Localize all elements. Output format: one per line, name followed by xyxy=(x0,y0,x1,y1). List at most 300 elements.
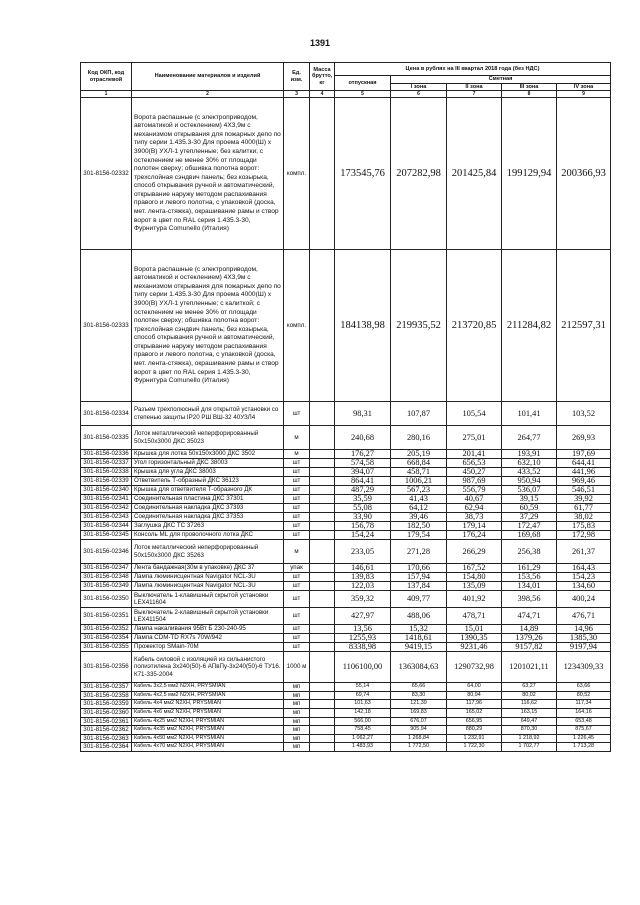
item-zone-1-price: 458,71 xyxy=(391,468,447,477)
item-zone-1-price: 1 268,84 xyxy=(391,734,447,743)
item-zone-4-price: 1385,30 xyxy=(557,634,611,643)
item-release-price: 173545,76 xyxy=(335,98,391,250)
item-mass xyxy=(310,402,335,426)
item-mass xyxy=(310,98,335,250)
item-release-price: 1 062,27 xyxy=(335,734,391,743)
item-unit: шт xyxy=(284,582,310,591)
item-zone-3-price: 649,47 xyxy=(502,717,557,726)
item-zone-1-price: 83,30 xyxy=(391,691,447,700)
table-row xyxy=(81,522,611,531)
item-name: Лампа люминисцентная Navigator NCL-3U xyxy=(132,582,284,591)
item-zone-3-price: 14,89 xyxy=(502,625,557,634)
item-release-price: 1106100,00 xyxy=(335,652,391,683)
item-mass xyxy=(310,513,335,522)
column-number: 8 xyxy=(502,91,557,98)
item-release-price: 574,58 xyxy=(335,459,391,468)
item-zone-3-price: 950,94 xyxy=(502,477,557,486)
column-number: 1 xyxy=(81,91,132,98)
item-name: Кабель 3х2,5 мм2 N2XH, PRYSMIAN xyxy=(132,683,284,692)
item-unit: мп xyxy=(284,717,310,726)
table-row xyxy=(81,402,611,426)
header-estimate: Сметная xyxy=(391,76,611,84)
item-zone-4-price: 9197,94 xyxy=(557,643,611,652)
item-zone-3-price: 60,59 xyxy=(502,504,557,513)
item-mass xyxy=(310,495,335,504)
item-zone-4-price: 154,23 xyxy=(557,573,611,582)
item-release-price: 55,08 xyxy=(335,504,391,513)
column-number: 2 xyxy=(132,91,284,98)
item-zone-2-price: 1 232,91 xyxy=(447,734,502,743)
item-zone-2-price: 179,14 xyxy=(447,522,502,531)
table-row xyxy=(81,573,611,582)
item-zone-4-price: 38,02 xyxy=(557,513,611,522)
table-row xyxy=(81,726,611,735)
item-name: Разъем трехполюсный для открытой установки со степенью защиты IP20 РШ ВШ-32 40УЗЛ4 xyxy=(132,402,284,426)
item-unit: м xyxy=(284,450,310,459)
item-mass xyxy=(310,683,335,692)
table-row xyxy=(81,634,611,643)
item-code: 301-8156-02342 xyxy=(81,504,132,513)
item-mass xyxy=(310,608,335,625)
item-unit: упак xyxy=(284,564,310,573)
item-zone-1-price: 64,12 xyxy=(391,504,447,513)
item-zone-3-price: 199129,94 xyxy=(502,98,557,250)
item-zone-2-price: 275,01 xyxy=(447,426,502,450)
table-row xyxy=(81,591,611,608)
item-release-price: 240,68 xyxy=(335,426,391,450)
item-mass xyxy=(310,486,335,495)
item-zone-1-price: 1418,61 xyxy=(391,634,447,643)
item-zone-1-price: 169,83 xyxy=(391,708,447,717)
item-code: 301-8156-02345 xyxy=(81,531,132,540)
item-mass xyxy=(310,573,335,582)
item-zone-1-price: 676,07 xyxy=(391,717,447,726)
item-zone-2-price: 9231,46 xyxy=(447,643,502,652)
header-zone-3: III зона xyxy=(502,83,557,91)
item-zone-1-price: 1 772,50 xyxy=(391,743,447,752)
item-name: Консоль ML для проволочного лотка ДКС xyxy=(132,531,284,540)
item-code: 301-8156-02340 xyxy=(81,486,132,495)
item-zone-2-price: 64,00 xyxy=(447,683,502,692)
item-release-price: 359,32 xyxy=(335,591,391,608)
item-zone-2-price: 201425,84 xyxy=(447,98,502,250)
item-zone-3-price: 632,10 xyxy=(502,459,557,468)
header-mass: Масса брутто, кг xyxy=(310,63,335,91)
item-zone-4-price: 1 713,28 xyxy=(557,743,611,752)
item-mass xyxy=(310,743,335,752)
item-release-price: 122,03 xyxy=(335,582,391,591)
item-zone-1-price: 15,32 xyxy=(391,625,447,634)
item-code: 301-8156-02360 xyxy=(81,708,132,717)
item-name: Кабель 4х25 мм2 N2XH, PRYSMIAN xyxy=(132,717,284,726)
item-name: Кабель силовой с изоляцией из сильанистого полиэтилена 3х240(50)-6 АПвПу-3х240(50)-6 ТУ16. К71-335-2004 xyxy=(132,652,284,683)
table-row xyxy=(81,643,611,652)
item-code: 301-8156-02352 xyxy=(81,625,132,634)
item-name: Кабель 4х50 мм2 N2XH, PRYSMIAN xyxy=(132,734,284,743)
item-unit: м xyxy=(284,540,310,564)
item-zone-4-price: 80,52 xyxy=(557,691,611,700)
item-zone-4-price: 103,52 xyxy=(557,402,611,426)
item-release-price: 1 483,93 xyxy=(335,743,391,752)
item-zone-2-price: 154,80 xyxy=(447,573,502,582)
item-release-price: 13,56 xyxy=(335,625,391,634)
column-number: 7 xyxy=(447,91,502,98)
item-zone-4-price: 476,71 xyxy=(557,608,611,625)
item-zone-2-price: 62,94 xyxy=(447,504,502,513)
item-mass xyxy=(310,426,335,450)
item-zone-1-price: 668,84 xyxy=(391,459,447,468)
item-unit: шт xyxy=(284,468,310,477)
item-unit: шт xyxy=(284,402,310,426)
item-unit: шт xyxy=(284,486,310,495)
item-name: Крышка для лотка 50х150х3000 ДКС 3502 xyxy=(132,450,284,459)
item-zone-4-price: 441,96 xyxy=(557,468,611,477)
item-mass xyxy=(310,582,335,591)
item-zone-3-price: 1379,26 xyxy=(502,634,557,643)
item-mass xyxy=(310,643,335,652)
table-row xyxy=(81,504,611,513)
item-name: Лампа CDM-TD RX7s 70W/942 xyxy=(132,634,284,643)
item-unit: шт xyxy=(284,591,310,608)
item-name: Угол горизонтальный ДКС 38003 xyxy=(132,459,284,468)
item-release-price: 98,31 xyxy=(335,402,391,426)
item-zone-4-price: 644,41 xyxy=(557,459,611,468)
header-zone-4: IV зона xyxy=(557,83,611,91)
item-zone-1-price: 271,28 xyxy=(391,540,447,564)
item-zone-4-price: 14,96 xyxy=(557,625,611,634)
item-code: 301-8156-02346 xyxy=(81,540,132,564)
item-code: 301-8156-02364 xyxy=(81,743,132,752)
item-zone-3-price: 161,29 xyxy=(502,564,557,573)
item-zone-3-price: 169,68 xyxy=(502,531,557,540)
item-zone-4-price: 134,60 xyxy=(557,582,611,591)
item-zone-2-price: 167,52 xyxy=(447,564,502,573)
item-zone-3-price: 433,52 xyxy=(502,468,557,477)
item-zone-3-price: 1201021,11 xyxy=(502,652,557,683)
item-zone-2-price: 987,69 xyxy=(447,477,502,486)
item-code: 301-8156-02348 xyxy=(81,573,132,582)
item-zone-2-price: 117,96 xyxy=(447,700,502,709)
item-unit: мп xyxy=(284,683,310,692)
item-zone-4-price: 172,98 xyxy=(557,531,611,540)
item-code: 301-8156-02356 xyxy=(81,652,132,683)
item-release-price: 394,07 xyxy=(335,468,391,477)
item-name: Крышка для угла ДКС 38003 xyxy=(132,468,284,477)
item-code: 301-8156-02355 xyxy=(81,643,132,652)
item-release-price: 69,74 xyxy=(335,691,391,700)
item-mass xyxy=(310,726,335,735)
item-code: 301-8156-02357 xyxy=(81,683,132,692)
item-zone-4-price: 117,34 xyxy=(557,700,611,709)
item-zone-1-price: 409,77 xyxy=(391,591,447,608)
item-unit: шт xyxy=(284,522,310,531)
item-zone-1-price: 182,50 xyxy=(391,522,447,531)
item-code: 301-8156-02354 xyxy=(81,634,132,643)
item-release-price: 427,97 xyxy=(335,608,391,625)
table-row xyxy=(81,625,611,634)
item-release-price: 233,05 xyxy=(335,540,391,564)
item-unit: шт xyxy=(284,504,310,513)
table-row xyxy=(81,683,611,692)
item-code: 301-8156-02332 xyxy=(81,98,132,250)
item-code: 301-8156-02333 xyxy=(81,250,132,402)
header-zone-1: I зона xyxy=(391,83,447,91)
item-zone-2-price: 478,71 xyxy=(447,608,502,625)
item-release-price: 55,14 xyxy=(335,683,391,692)
table-row xyxy=(81,691,611,700)
item-release-price: 146,61 xyxy=(335,564,391,573)
item-mass xyxy=(310,531,335,540)
item-mass xyxy=(310,459,335,468)
item-code: 301-8156-02334 xyxy=(81,402,132,426)
item-name: Ворота распашные (с электроприводом, автоматикой и остеклением) 4Х3,9м с механизмом открывания для пожарных депо по типу серии 1.435.3-30 Для проема 4000(Ш) х 3900(В) УХЛ-1 утепленные; с калиткой; с остеклением не менее 30% от площади полотен сверху; обшивка полотна ворот: трехслойная сэндвич панель; без козырька, способ открывания ручной и автоматический, открывание наружу методом распахивания правого и левого полотна, с упаковкой (доска, мет. лента-стяжка), окрашивание рамы и створ ворот в цвет по RAL серия 1.435.3-30, Фурнитура Comunello (Италия) xyxy=(132,250,284,402)
item-zone-2-price: 80,94 xyxy=(447,691,502,700)
item-code: 301-8156-02337 xyxy=(81,459,132,468)
item-code: 301-8156-02359 xyxy=(81,700,132,709)
item-release-price: 184138,98 xyxy=(335,250,391,402)
item-zone-3-price: 211284,82 xyxy=(502,250,557,402)
table-row xyxy=(81,98,611,250)
item-name: Заглушка ДКС ТС 37263 xyxy=(132,522,284,531)
item-zone-3-price: 153,56 xyxy=(502,573,557,582)
item-name: Соединительная пластина ДКС 37301 xyxy=(132,495,284,504)
item-unit: шт xyxy=(284,573,310,582)
item-zone-4-price: 969,46 xyxy=(557,477,611,486)
item-code: 301-8156-02336 xyxy=(81,450,132,459)
item-release-price: 1255,93 xyxy=(335,634,391,643)
table-row xyxy=(81,717,611,726)
item-release-price: 156,78 xyxy=(335,522,391,531)
item-zone-2-price: 15,01 xyxy=(447,625,502,634)
item-name: Лента бандажная(30м в упаковке) ДКС 37 xyxy=(132,564,284,573)
item-unit: мп xyxy=(284,743,310,752)
table-row xyxy=(81,468,611,477)
item-zone-1-price: 905,94 xyxy=(391,726,447,735)
item-code: 301-8156-02363 xyxy=(81,734,132,743)
item-zone-1-price: 488,06 xyxy=(391,608,447,625)
item-unit: шт xyxy=(284,513,310,522)
item-mass xyxy=(310,522,335,531)
item-name: Соединительная накладка ДКС 37393 xyxy=(132,504,284,513)
table-row xyxy=(81,652,611,683)
item-zone-3-price: 63,27 xyxy=(502,683,557,692)
item-zone-4-price: 1 226,45 xyxy=(557,734,611,743)
item-zone-2-price: 135,09 xyxy=(447,582,502,591)
item-unit: шт xyxy=(284,608,310,625)
item-code: 301-8156-02338 xyxy=(81,468,132,477)
item-zone-3-price: 474,71 xyxy=(502,608,557,625)
column-number: 4 xyxy=(310,91,335,98)
item-zone-2-price: 213720,85 xyxy=(447,250,502,402)
item-zone-2-price: 1390,35 xyxy=(447,634,502,643)
item-zone-4-price: 400,24 xyxy=(557,591,611,608)
item-zone-1-price: 39,46 xyxy=(391,513,447,522)
item-zone-1-price: 170,66 xyxy=(391,564,447,573)
item-release-price: 139,83 xyxy=(335,573,391,582)
item-zone-4-price: 63,66 xyxy=(557,683,611,692)
price-table xyxy=(80,62,611,752)
item-code: 301-8156-02361 xyxy=(81,717,132,726)
item-name: Выключатель 2-клавишный скрытой установки LEX411504 xyxy=(132,608,284,625)
item-zone-1-price: 567,23 xyxy=(391,486,447,495)
table-row xyxy=(81,450,611,459)
item-name: Кабель 4х6 мм2 N2XH, PRYSMIAN xyxy=(132,708,284,717)
item-zone-4-price: 39,92 xyxy=(557,495,611,504)
item-release-price: 101,63 xyxy=(335,700,391,709)
item-mass xyxy=(310,250,335,402)
item-unit: шт xyxy=(284,634,310,643)
item-name: Соединительная накладка ДКС 37353 xyxy=(132,513,284,522)
table-row xyxy=(81,250,611,402)
item-zone-2-price: 656,95 xyxy=(447,717,502,726)
item-unit: шт xyxy=(284,495,310,504)
item-unit: шт xyxy=(284,625,310,634)
table-row xyxy=(81,708,611,717)
header-code: Код ОКП, код отраслевой xyxy=(81,63,132,91)
item-zone-4-price: 175,83 xyxy=(557,522,611,531)
item-unit: шт xyxy=(284,477,310,486)
table-row xyxy=(81,459,611,468)
table-row xyxy=(81,486,611,495)
item-zone-2-price: 1 722,30 xyxy=(447,743,502,752)
item-zone-3-price: 9157,82 xyxy=(502,643,557,652)
item-zone-3-price: 1 702,77 xyxy=(502,743,557,752)
item-name: Лоток металлический неперфорированный 50х150х3000 ДКС 35023 xyxy=(132,426,284,450)
table-row xyxy=(81,477,611,486)
table-row xyxy=(81,582,611,591)
item-zone-3-price: 101,41 xyxy=(502,402,557,426)
item-unit: компл. xyxy=(284,98,310,250)
item-zone-1-price: 41,43 xyxy=(391,495,447,504)
header-zone-2: II зона xyxy=(447,83,502,91)
item-zone-3-price: 39,15 xyxy=(502,495,557,504)
item-zone-4-price: 875,67 xyxy=(557,726,611,735)
item-zone-4-price: 197,69 xyxy=(557,450,611,459)
item-zone-1-price: 219935,52 xyxy=(391,250,447,402)
table-row xyxy=(81,426,611,450)
item-mass xyxy=(310,450,335,459)
item-name: Лоток металлический неперфорированный 50х150х3000 ДКС 35263 xyxy=(132,540,284,564)
item-zone-3-price: 264,77 xyxy=(502,426,557,450)
item-zone-1-price: 207282,98 xyxy=(391,98,447,250)
item-zone-1-price: 280,16 xyxy=(391,426,447,450)
item-zone-2-price: 1290732,98 xyxy=(447,652,502,683)
item-unit: мп xyxy=(284,734,310,743)
table-row xyxy=(81,540,611,564)
item-zone-3-price: 193,91 xyxy=(502,450,557,459)
item-mass xyxy=(310,625,335,634)
item-mass xyxy=(310,700,335,709)
item-zone-3-price: 870,30 xyxy=(502,726,557,735)
item-mass xyxy=(310,717,335,726)
page-number: 1391 xyxy=(309,38,331,48)
item-code: 301-8156-02362 xyxy=(81,726,132,735)
item-zone-4-price: 164,16 xyxy=(557,708,611,717)
item-unit: компл. xyxy=(284,250,310,402)
item-zone-4-price: 261,37 xyxy=(557,540,611,564)
table-row xyxy=(81,700,611,709)
item-zone-2-price: 40,67 xyxy=(447,495,502,504)
item-mass xyxy=(310,708,335,717)
table-row xyxy=(81,564,611,573)
item-zone-3-price: 37,29 xyxy=(502,513,557,522)
item-unit: мп xyxy=(284,700,310,709)
table-row xyxy=(81,743,611,752)
column-number: 9 xyxy=(557,91,611,98)
column-number: 3 xyxy=(284,91,310,98)
column-number-row xyxy=(81,91,611,98)
item-zone-1-price: 179,54 xyxy=(391,531,447,540)
item-name: Кабель 4х4 мм2 N2XH, PRYSMIAN xyxy=(132,700,284,709)
header-price-group: Цена в рублях на III квартал 2018 года (без НДС) xyxy=(335,63,611,76)
item-code: 301-8156-02335 xyxy=(81,426,132,450)
item-zone-4-price: 653,48 xyxy=(557,717,611,726)
column-number: 5 xyxy=(335,91,391,98)
item-zone-2-price: 656,53 xyxy=(447,459,502,468)
item-zone-3-price: 80,02 xyxy=(502,691,557,700)
item-unit: шт xyxy=(284,459,310,468)
item-name: Крышка для ответвителя Т-образного ДК xyxy=(132,486,284,495)
item-unit: мп xyxy=(284,708,310,717)
item-zone-3-price: 116,62 xyxy=(502,700,557,709)
item-unit: 1000 м xyxy=(284,652,310,683)
item-code: 301-8156-02349 xyxy=(81,582,132,591)
item-name: Кабель 4х70 мм2 N2XH, PRYSMIAN xyxy=(132,743,284,752)
item-unit: шт xyxy=(284,643,310,652)
item-name: Выключатель 1-клавишный скрытой установки LEX411604 xyxy=(132,591,284,608)
item-code: 301-8156-02343 xyxy=(81,513,132,522)
item-zone-2-price: 105,54 xyxy=(447,402,502,426)
item-code: 301-8156-02351 xyxy=(81,608,132,625)
item-zone-4-price: 546,51 xyxy=(557,486,611,495)
item-zone-4-price: 200366,93 xyxy=(557,98,611,250)
item-unit: шт xyxy=(284,531,310,540)
item-mass xyxy=(310,564,335,573)
item-zone-4-price: 1234309,33 xyxy=(557,652,611,683)
item-zone-1-price: 9419,15 xyxy=(391,643,447,652)
item-zone-3-price: 536,07 xyxy=(502,486,557,495)
column-number: 6 xyxy=(391,91,447,98)
item-mass xyxy=(310,691,335,700)
item-zone-2-price: 401,92 xyxy=(447,591,502,608)
item-zone-4-price: 164,43 xyxy=(557,564,611,573)
item-zone-3-price: 163,15 xyxy=(502,708,557,717)
item-release-price: 142,18 xyxy=(335,708,391,717)
item-code: 301-8156-02358 xyxy=(81,691,132,700)
item-zone-2-price: 201,41 xyxy=(447,450,502,459)
item-zone-3-price: 398,56 xyxy=(502,591,557,608)
item-name: Лампа люминисцентная Navigator NCL-3U xyxy=(132,573,284,582)
item-code: 301-8156-02339 xyxy=(81,477,132,486)
item-name: Кабель 4х2,5 мм2 N2XH, PRYSMIAN xyxy=(132,691,284,700)
item-name: Ответвитель Т-образный ДКС 36123 xyxy=(132,477,284,486)
item-zone-1-price: 157,94 xyxy=(391,573,447,582)
item-release-price: 864,41 xyxy=(335,477,391,486)
item-zone-3-price: 256,38 xyxy=(502,540,557,564)
item-name: Ворота распашные (с электроприводом, автоматикой и остеклением) 4Х3,9м с механизмом открывания для пожарных депо по типу серии 1.435.3-30 Для проема 4000(Ш) х 3900(В) УХЛ-1 утепленные; без калитки; с остеклением не менее 30% от площади полотен сверху; обшивка полотна ворот: трехслойная сэндвич панель; без козырька, способ открывания ручной и автоматический, открывание наружу методом распахивания правого и левого полотна, с упаковкой (доска, мет. лента-стяжка), окрашивание рамы и створ ворот в цвет по RAL серия 1.435.3-30, Фурнитура Comunello (Италия) xyxy=(132,98,284,250)
header-release: отпускная xyxy=(335,76,391,91)
item-release-price: 33,90 xyxy=(335,513,391,522)
table-row xyxy=(81,495,611,504)
item-mass xyxy=(310,734,335,743)
item-mass xyxy=(310,540,335,564)
item-release-price: 758,45 xyxy=(335,726,391,735)
item-zone-3-price: 134,01 xyxy=(502,582,557,591)
item-mass xyxy=(310,634,335,643)
table-row xyxy=(81,608,611,625)
item-unit: мп xyxy=(284,726,310,735)
item-release-price: 566,00 xyxy=(335,717,391,726)
